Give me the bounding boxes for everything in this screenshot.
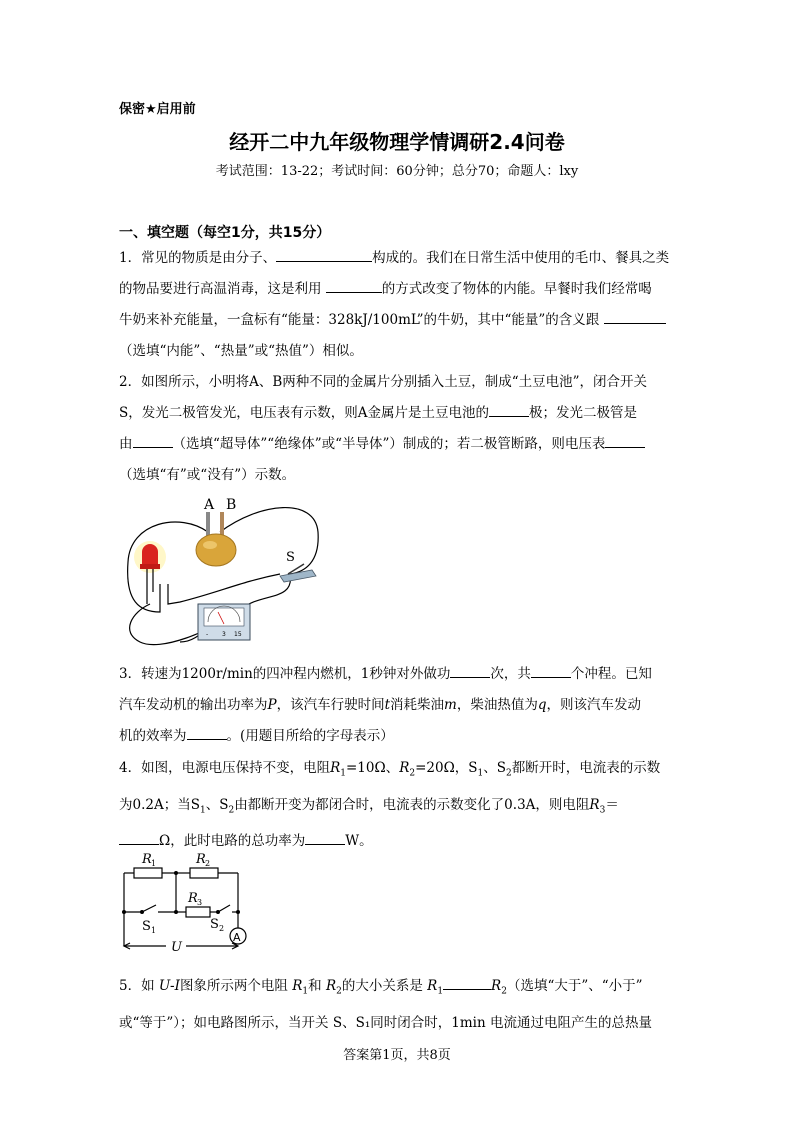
label-r3: R: [188, 891, 198, 906]
svg-text:2: 2: [219, 924, 225, 933]
question-3: 3．转速为1200r/min的四冲程内燃机，1秒钟对外做功 次，共 个冲程。已知 汽车发动机的输出功率为P，该汽车行驶时间t消耗柴油m，柴油热值为q，则该汽车发动 机的效率为 。(用题目所给的字母表示）: [119, 659, 675, 752]
svg-text:2: 2: [205, 859, 211, 868]
label-r1: R: [142, 852, 152, 867]
resistor-r1: [134, 868, 162, 878]
svg-text:15: 15: [234, 631, 242, 638]
question-5: 5．如 U-I图象所示两个电阻 $R_1$和 $R_2$的大小关系是 $R_1$ $R_2$（选填“大于”、“小于” 或“等于”）；如电路图所示，当开关 S、S₁同时闭合时，1min 电流通过电阻产生的总热量: [119, 971, 675, 1039]
page-title: 经开二中九年级物理学情调研2.4问卷: [229, 130, 565, 154]
svg-text:1: 1: [151, 859, 157, 868]
label-r2: R: [196, 852, 206, 867]
label-b: B: [226, 497, 237, 513]
question-1: 1．常见的物质是由分子、 构成的。我们在日常生活中使用的毛巾、餐具之类 的物品要进行高温消毒，这是利用 的方式改变了物体的内能。早餐时我们经常喝 牛奶来补充能量，一盒标有“能量：328kJ/100mL”的牛奶，其中“能量”的含义跟 （选填“内能”、“热量”或“热值”）相似。: [119, 243, 675, 367]
label-s: S: [286, 550, 295, 565]
resistor-r3: [186, 907, 210, 917]
led: [142, 544, 158, 564]
potato: [196, 534, 236, 566]
svg-text:-: -: [206, 631, 209, 638]
label-s2: S: [210, 917, 219, 932]
label-u: U: [171, 940, 182, 955]
label-s1: S: [142, 919, 151, 934]
confidential-mark: 保密★启用前: [119, 102, 196, 117]
circuit-figure: [114, 848, 254, 966]
question-4: 4．如图，电源电压保持不变，电阻$R_1=10\Omega$、$R_2=20\Omega$，$S_1$、$S_2$都断开时，电流表的示数 为0.2A；当$S_1$、$S_2$由都断开变为都闭合时，电流表的示数变化了0.3A，则电阻$R_3=$ Ω，此时电路的总功率为 W。: [119, 760, 661, 850]
exam-info: 考试范围：13-22；考试时间：60分钟；总分70；命题人：lxy: [215, 164, 579, 179]
question-2: 2．如图所示，小明将A、B两种不同的金属片分别插入土豆，制成“土豆电池”，闭合开关 S，发光二极管发光，电压表有示数，则A金属片是土豆电池的 极；发光二极管是 由 （选填“超导体”“绝缘体”或“半导体”）制成的；若二极管断路，则电压表 （选填“有”或“没有”）示数。: [119, 374, 648, 483]
switch-s2: [218, 905, 230, 912]
label-ammeter: A: [233, 931, 241, 944]
resistor-r2: [190, 868, 218, 878]
potato-battery-figure: [120, 492, 332, 652]
switch-s1: [142, 905, 156, 912]
section-heading: 一、填空题（每空1分，共15分）: [119, 225, 331, 241]
label-a: A: [204, 497, 215, 513]
svg-text:1: 1: [151, 926, 157, 935]
page-footer: 答案第1页，共8页: [343, 1048, 451, 1063]
svg-text:3: 3: [222, 631, 226, 638]
svg-text:3: 3: [197, 898, 203, 907]
